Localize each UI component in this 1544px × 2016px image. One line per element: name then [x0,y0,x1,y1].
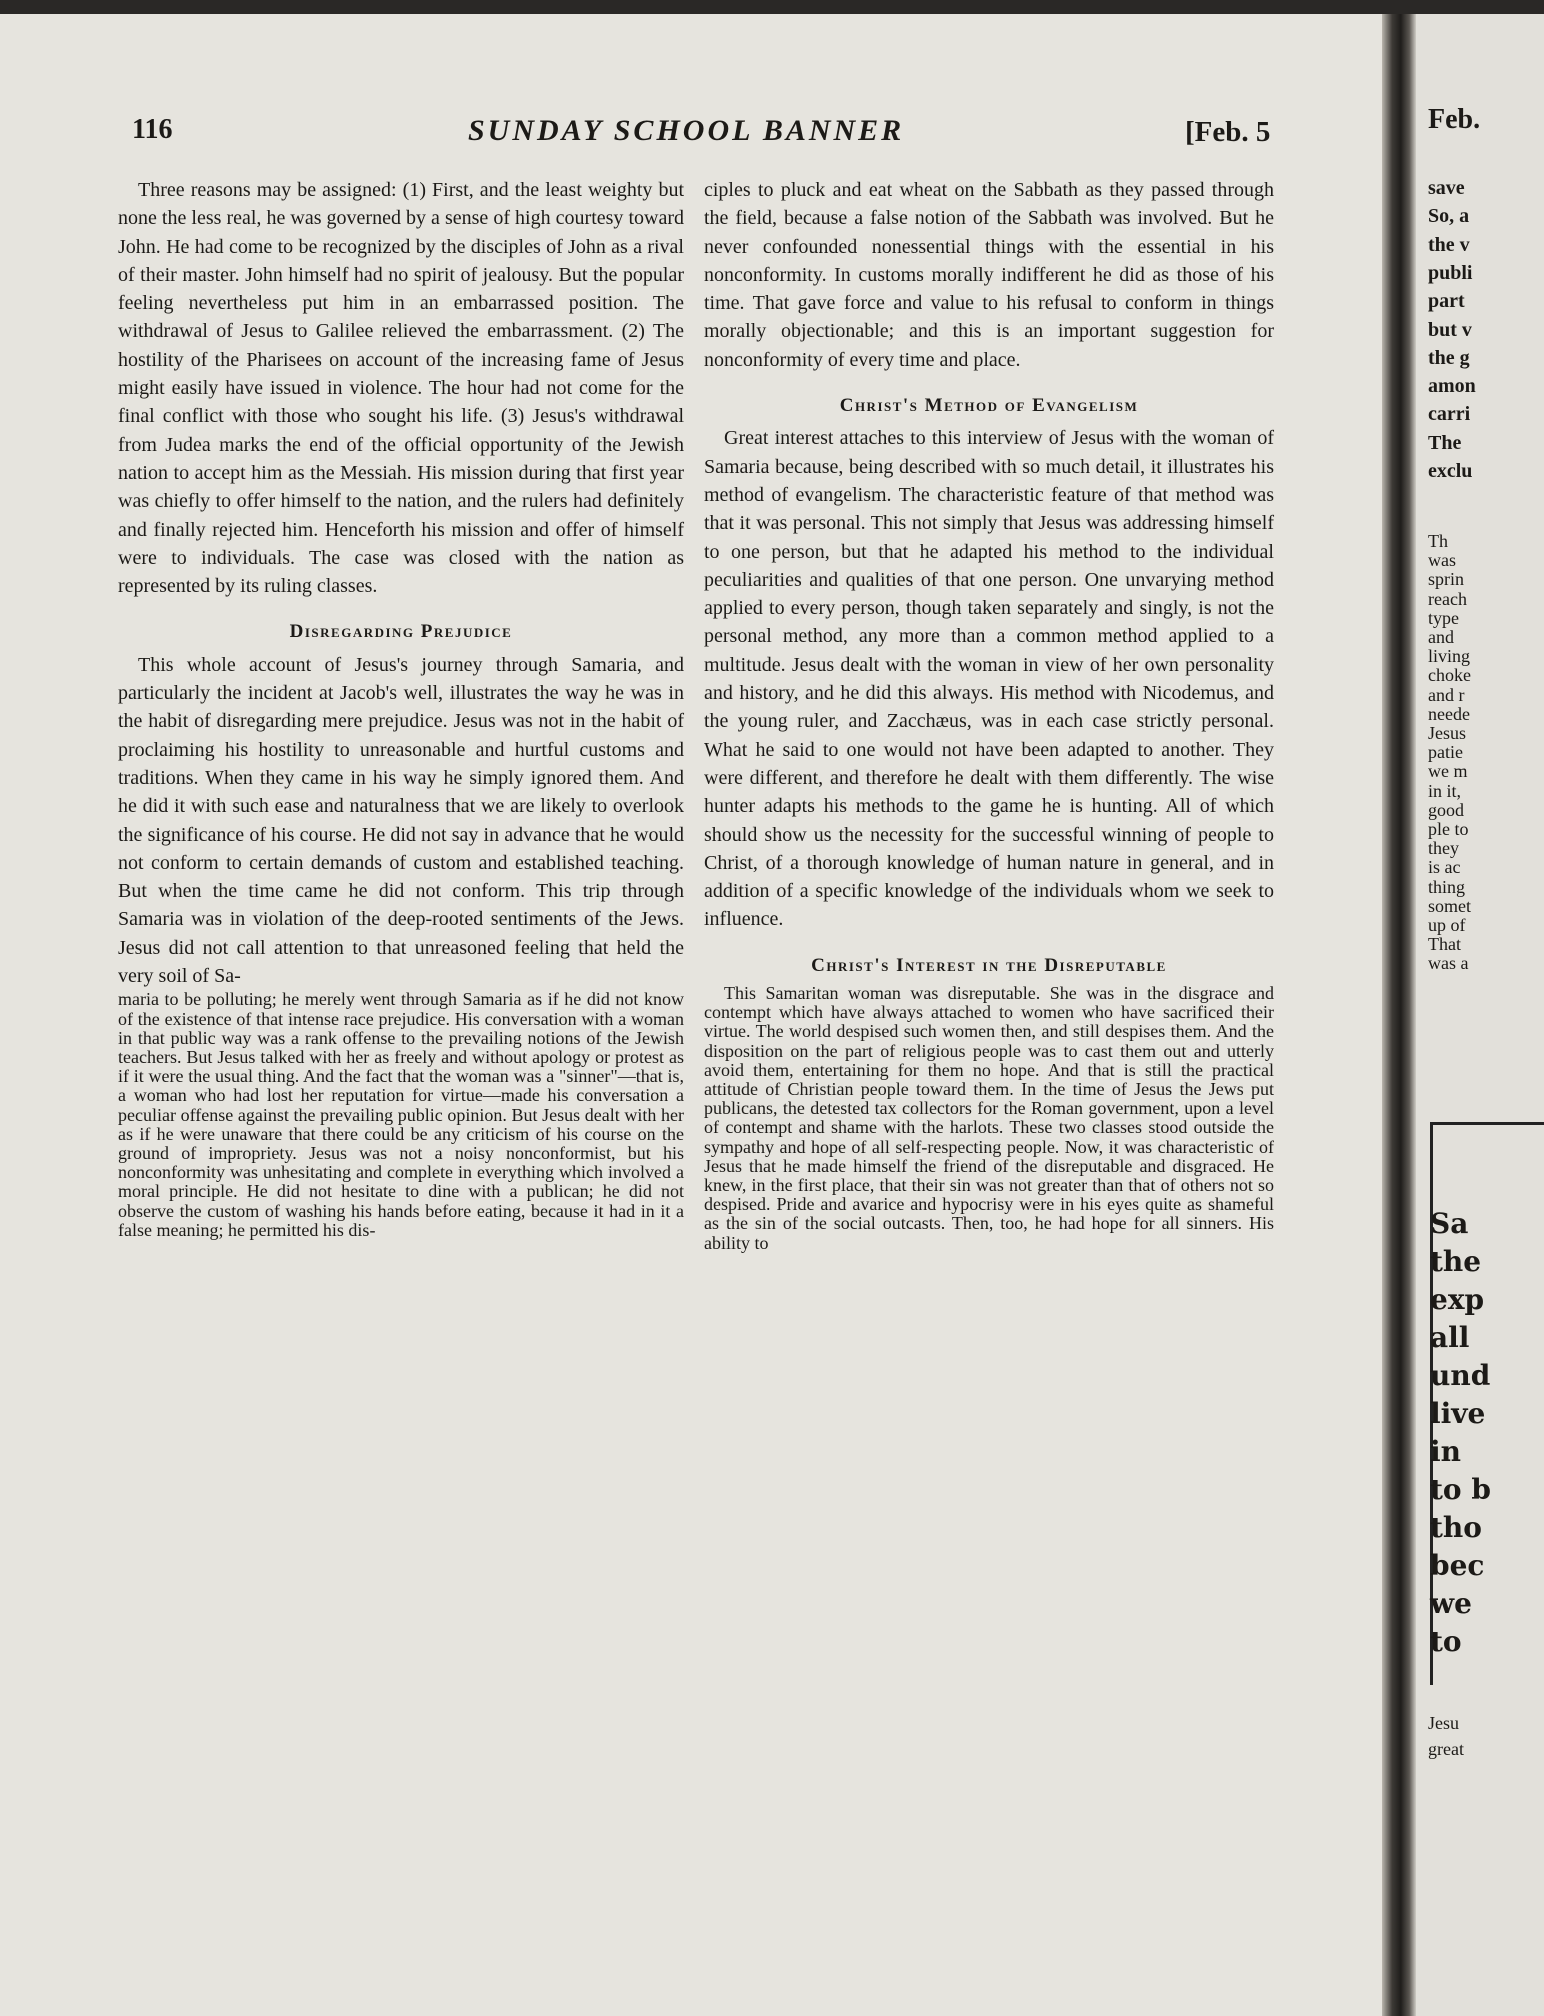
facing-page-line: save [1428,177,1465,199]
facing-page-line: reach [1428,588,1467,609]
left-column [118,176,684,1240]
right-column [704,176,1274,1253]
paragraph-disregarding-prejudice-continued: maria to be polluting; he merely went through Samaria as if he did not know of the existence of that intense race prejudice. His conversation with a woman in that public way was a rank offense to the prevailing notions of the Jewish teachers. But Jesus talked with her as freely and without apology or protest as if it were the usual thing. And the fact that the woman was a "sinner"—that is, a woman who had lost her reputation for virtue—made his conversation a peculiar offense against the prevailing public opinion. But Jesus dealt with her as if he were unaware that there could be any criticism of his course on the ground of impropriety. Jesus was not a noisy nonconformist, but his nonconformity was unhesitating and complete in everything which involved a moral principle. He did not hesitate to dine with a publican; he did not observe the custom of washing his hands before eating, because it had in it a false meaning; he permitted his dis- [118,989,684,1240]
facing-page-line: exclu [1428,460,1473,482]
facing-page-line: living [1428,646,1471,667]
facing-page-black-letter-line: to [1430,1625,1462,1658]
running-title: SUNDAY SCHOOL BANNER [468,114,905,147]
facing-page-black-letter-line: all [1430,1321,1470,1354]
facing-page-line: somet [1428,895,1471,916]
paragraph-method-of-evangelism: Great interest attaches to this interview of Jesus with the woman of Samaria because, being described with so much detail, it illustrates his method of evangelism. The characteristic feature of that method was that it was personal. This not simply that Jesus was addressing himself to one person, but that he adapted his method to the individual peculiarities and qualities of that one person. One unvarying method applied to every person, though taken separately and singly, is not the personal method, any more than a common method applied to a multitude. Jesus dealt with the woman in view of her own personality and history, and he did this always. His method with Nicodemus, and the young ruler, and Zacchæus, was in each case strictly personal. What he said to one would not have been adapted to another. They were different, and therefore he dealt with them differently. The wise hunter adapts his methods to the game he is hunting. All of which should show us the necessity for the successful winning of people to Christ, of a thorough knowledge of human nature in general, and in addition of a specific knowledge of the individuals whom we seek to influence. [704,427,1274,931]
issue-date: [Feb. 5 [1185,116,1271,148]
facing-page-black-letter-line: in [1430,1435,1461,1468]
facing-page-line: the g [1428,346,1470,369]
book-page-left [0,14,1392,2016]
facing-page-line: patie [1428,742,1463,763]
facing-page-line: choke [1428,665,1471,686]
facing-page-line: is ac [1428,857,1461,878]
page-header [0,114,1392,164]
facing-page-black-letter-line: tho [1430,1511,1482,1544]
facing-page-black-letter-line: to b [1430,1473,1491,1506]
facing-page-line: carri [1428,403,1471,426]
facing-page-line: the v [1428,233,1470,256]
section-heading-interest-in-disreputable: Christ's Interest in the Disreputable [811,954,1167,976]
facing-page-black-letter-line: Sa [1430,1207,1469,1240]
facing-page-line: we m [1428,761,1468,782]
facing-page-line: ple to [1428,819,1469,839]
paragraph-nonconformity: ciples to pluck and eat wheat on the Sabbath as they passed through the field, because a false notion of the Sabbath was involved. But he never confounded nonessential things with the essential in his nonconformity. In customs morally indifferent he did as those of his time. That gave force and value to his refusal to conform in things morally objectionable; and this is an important suggestion for nonconformity of every time and place. [704,179,1274,371]
facing-page-black-letter-line: bec [1430,1549,1485,1582]
section-heading-method-of-evangelism: Christ's Method of Evangelism [839,395,1139,417]
facing-page-line: The [1428,431,1462,454]
book-page-right-edge [1416,14,1544,2016]
facing-page-line: was a [1428,953,1469,974]
facing-page-black-letter-line: live [1430,1397,1486,1430]
facing-page-line: publi [1428,261,1473,284]
paragraph-disregarding-prejudice: This whole account of Jesus's journey through Samaria, and particularly the incident at Jacob's well, illustrates the way he was in the habit of disregarding mere prejudice. Jesus was not in the habit of proclaiming his hostility to unreasonable and hurtful customs and traditions. When they came in his way he simply ignored them. And he did it with such ease and naturalness that we are likely to overlook the significance of his course. He did not say in advance that he would not conform to certain demands of custom and established teaching. But when the time came he did not conform. This trip through Samaria was in violation of the deep-rooted sentiments of the Jews. Jesus did not call attention to that unreasoned feeling that held the very soil of Sa- [118,653,684,988]
facing-page-line: part [1428,290,1465,313]
facing-page-line: That [1428,934,1461,955]
facing-page-line: was [1428,550,1456,571]
facing-page-line: and r [1428,684,1465,705]
facing-page-header: Feb. [1428,104,1481,135]
facing-page-black-letter-line: the [1430,1245,1482,1278]
scan-edge-top [0,0,1544,14]
paragraph-interest-in-disreputable: This Samaritan woman was disreputable. She was in the disgrace and contempt which have always attached to women who have sacrificed their virtue. The world despised such women then, and still despises them. And the disposition on the part of religious people was to cast them out and utterly avoid them, entertaining for them no hope. And that is still the practical attitude of Christian people toward them. In the time of Jesus the Jews put publicans, the detested tax collectors for the Roman government, upon a level of contempt and shame with the harlots. These two classes stood outside the sympathy and hope of all self-respecting people. Now, it was characteristic of Jesus that he made himself the friend of the disreputable and disgraced. He knew, in the first place, that their sin was not greater than that of others not so despised. Pride and avarice and hypocrisy were in his eyes quite as shameful as the sin of the social outcasts. Then, too, he had hope for all sinners. His ability to [704,983,1274,1253]
facing-page-line: in it, [1428,780,1462,801]
facing-page-black-letter-line: und [1430,1359,1491,1392]
page-number: 116 [132,114,173,145]
facing-page-line: sprin [1428,569,1464,590]
facing-page-line: good [1428,799,1464,820]
paragraph-three-reasons: Three reasons may be assigned: (1) First, and the least weighty but none the less real, he was governed by a sense of high courtesy toward John. He had come to be recognized by the disciples of John as a rival of their master. John himself had no spirit of jealousy. But the popular feeling nevertheless put him in an embarrassed position. The withdrawal of Jesus to Galilee relieved the embarrassment. (2) The hostility of the Pharisees on account of the increasing fame of Jesus might easily have issued in violence. The hour had not come for the final conflict with those who sought his life. (3) Jesus's withdrawal from Judea marks the end of the official opportunity of the Jewish nation to accept him as the Messiah. His mission during that first year was chiefly to offer himself to the nation, and the rulers had definitely and finally rejected him. Henceforth his mission and offer of himself were to individuals. The case was closed with the nation as represented by its ruling classes. [118,179,684,598]
facing-page-line: but v [1428,318,1472,341]
facing-page-line: they [1428,838,1459,859]
facing-page-line: amon [1428,375,1476,398]
facing-page-line: thing [1428,876,1466,897]
facing-page-line: Jesus [1428,723,1467,743]
facing-page-line: up of [1428,915,1466,935]
facing-page-line: neede [1428,703,1470,724]
facing-page-line: Jesu [1428,1713,1459,1733]
facing-page-line: So, a [1428,205,1470,228]
section-heading-disregarding-prejudice: Disregarding Prejudice [289,621,513,643]
book-gutter [1382,14,1416,2016]
facing-page-line: great [1428,1739,1464,1759]
facing-page-line: type [1428,607,1459,628]
facing-page-line: Th [1428,531,1448,551]
facing-page-black-letter-line: exp [1430,1283,1485,1316]
facing-page-black-letter-line: we [1430,1587,1472,1620]
facing-page-line: and [1428,627,1454,647]
